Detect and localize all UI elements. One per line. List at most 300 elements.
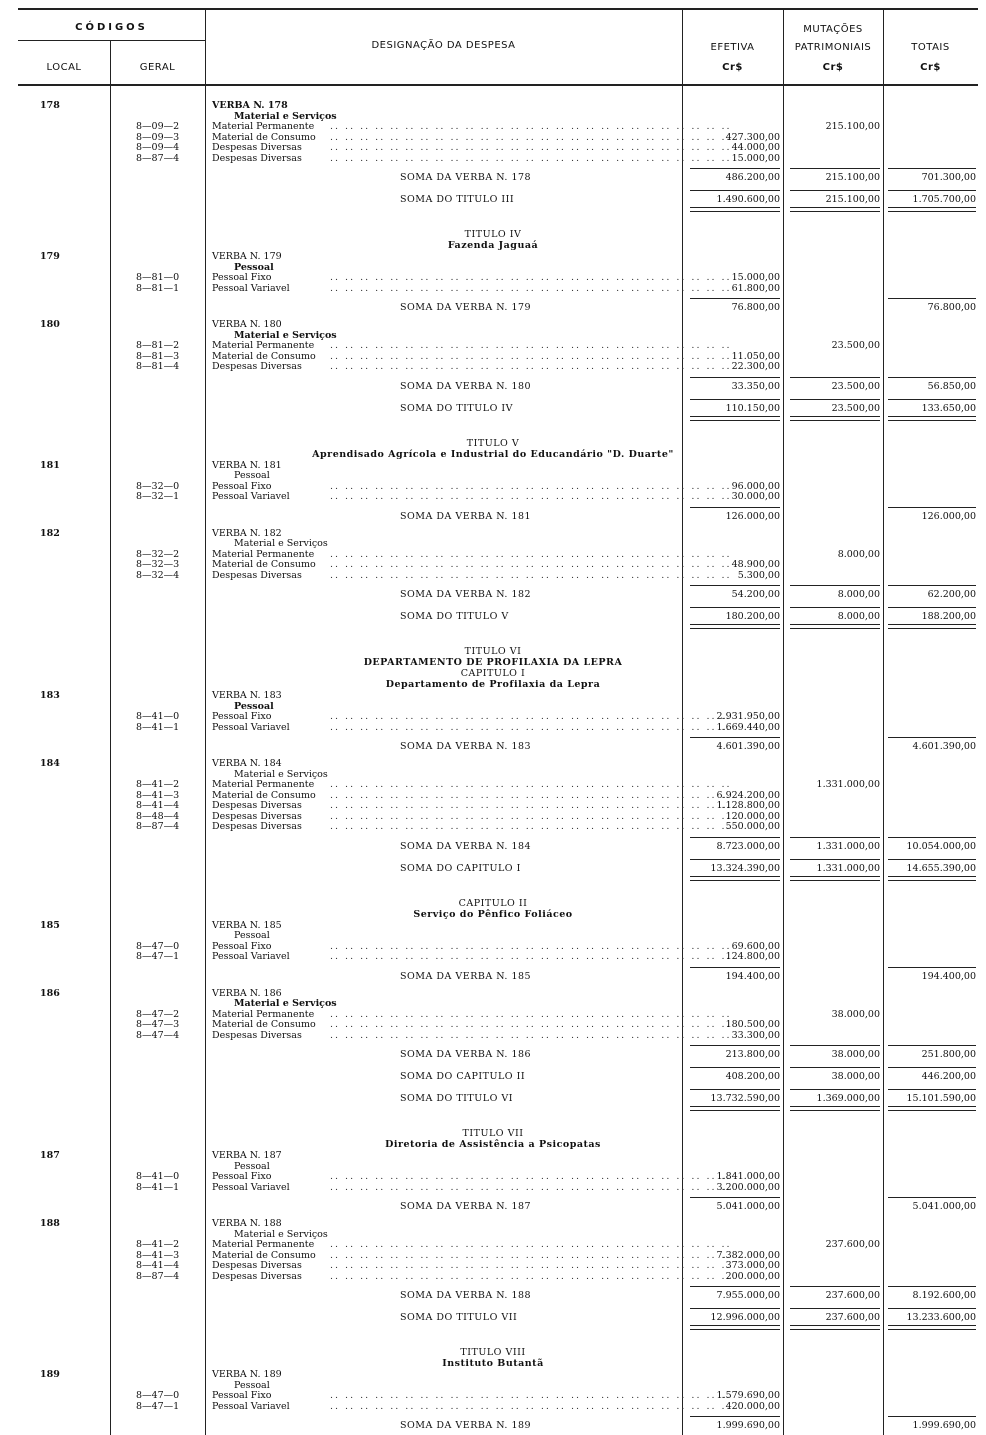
totais-value: 133.650,00 — [921, 402, 976, 414]
totais-rule — [888, 399, 976, 400]
expense-description: VERBA N. 180 — [212, 319, 282, 330]
dot-leader: .. .. .. .. .. .. .. .. .. .. .. .. .. .. .. .. .. .. .. .. .. .. .. .. .. .. .. — [330, 361, 732, 372]
dot-leader: .. .. .. .. .. .. .. .. .. .. .. .. .. .. .. .. .. .. .. .. .. .. .. .. .. .. .. — [330, 480, 732, 492]
geral-code: 8—41—4 — [136, 800, 180, 811]
dot-leader: .. .. .. .. .. .. .. .. .. .. .. .. .. .. .. .. .. .. .. .. .. .. .. .. .. .. .. — [330, 142, 732, 153]
table-row — [0, 1369, 986, 1380]
expense-description: Despesas Diversas — [212, 1260, 302, 1271]
expense-description: Pessoal — [234, 1160, 270, 1172]
total-label: SOMA DA VERBA N. 187 — [400, 1201, 532, 1212]
efetiva-value: 3.200.000,00 — [716, 1181, 780, 1193]
totais-rule — [888, 585, 976, 586]
mutacoes-double-rule — [790, 876, 880, 881]
total-row — [0, 1093, 986, 1104]
expense-description: Pessoal — [234, 470, 270, 481]
efetiva-value: 22.300,00 — [731, 361, 780, 372]
total-label: SOMA DA VERBA N. 179 — [400, 302, 532, 313]
total-row — [0, 194, 986, 205]
expense-description: Material e Serviços — [234, 1228, 328, 1240]
total-row — [0, 511, 986, 522]
mutacoes-rule — [790, 1067, 880, 1068]
total-row — [0, 1312, 986, 1323]
efetiva-value: 550.000,00 — [725, 821, 780, 832]
mutacoes-rule — [790, 1045, 880, 1046]
total-row — [0, 1201, 986, 1212]
section-title: Aprendisado Agrícola e Industrial do Educandário "D. Duarte" — [312, 448, 674, 460]
dot-leader: .. .. .. .. .. .. .. .. .. .. .. .. .. .. .. .. .. .. .. .. .. .. .. .. .. .. .. — [330, 1029, 732, 1041]
table-row — [0, 1401, 986, 1412]
totais-rule — [888, 837, 976, 838]
expense-description: Material e Serviços — [234, 110, 337, 122]
dot-leader: .. .. .. .. .. .. .. .. .. .. .. .. .. .. .. .. .. .. .. .. .. .. .. .. .. .. .. — [330, 350, 732, 362]
expense-description: Material Permanente — [212, 1008, 315, 1020]
expense-description: VERBA N. 182 — [212, 527, 282, 539]
totais-double-rule — [888, 1325, 976, 1330]
section-title-row — [0, 679, 986, 690]
dot-leader: .. .. .. .. .. .. .. .. .. .. .. .. .. .. .. .. .. .. .. .. .. .. .. .. .. .. .. — [330, 1008, 732, 1020]
efetiva-value: 30.000,00 — [731, 491, 780, 502]
dot-leader: .. .. .. .. .. .. .. .. .. .. .. .. .. .. .. .. .. .. .. .. .. .. .. .. .. .. .. — [330, 1260, 732, 1271]
efetiva-value: 194.400,00 — [725, 970, 780, 982]
table-row — [0, 283, 986, 294]
efetiva-rule — [690, 585, 780, 586]
efetiva-rule — [690, 190, 780, 191]
expense-description: VERBA N. 188 — [212, 1218, 282, 1229]
efetiva-value: 1.579.690,00 — [716, 1390, 780, 1401]
geral-code: 8—41—2 — [136, 779, 180, 790]
header-totais-currency: Cr$ — [920, 62, 941, 73]
local-code: 186 — [40, 987, 60, 999]
geral-code: 8—41—3 — [136, 789, 180, 801]
table-row — [0, 1030, 986, 1041]
totais-value: 194.400,00 — [921, 970, 976, 982]
total-label: SOMA DA VERBA N. 182 — [400, 589, 532, 600]
efetiva-value: 61.800,00 — [731, 282, 780, 294]
header-efetiva-currency: Cr$ — [722, 62, 743, 73]
mutacoes-value: 23.500,00 — [831, 402, 880, 414]
totais-value: 14.655.390,00 — [906, 862, 976, 874]
total-row — [0, 1049, 986, 1060]
totais-value: 10.054.000,00 — [906, 840, 976, 852]
total-label: SOMA DO TITULO VII — [400, 1312, 518, 1323]
efetiva-double-rule — [690, 876, 780, 881]
efetiva-double-rule — [690, 207, 780, 212]
table-row — [0, 1150, 986, 1161]
totais-double-rule — [888, 1106, 976, 1111]
table-row — [0, 549, 986, 560]
geral-code: 8—41—4 — [136, 1260, 180, 1271]
geral-code: 8—81—1 — [136, 282, 180, 294]
total-row — [0, 971, 986, 982]
total-row — [0, 1290, 986, 1301]
total-label: SOMA DA VERBA N. 183 — [400, 741, 532, 752]
geral-code: 8—81—3 — [136, 350, 180, 362]
expense-description: Material Permanente — [212, 1239, 315, 1250]
total-row — [0, 302, 986, 313]
dot-leader: .. .. .. .. .. .. .. .. .. .. .. .. .. .. .. .. .. .. .. .. .. .. .. .. .. .. .. — [330, 721, 732, 733]
table-row — [0, 481, 986, 492]
efetiva-value: 69.600,00 — [731, 940, 780, 952]
geral-code: 8—81—2 — [136, 340, 180, 351]
total-row — [0, 172, 986, 183]
table-row — [0, 361, 986, 372]
geral-code: 8—47—0 — [136, 940, 180, 952]
table-row — [0, 988, 986, 999]
table-row — [0, 951, 986, 962]
efetiva-value: 1.128.800,00 — [716, 800, 780, 811]
efetiva-rule — [690, 298, 780, 299]
total-row — [0, 403, 986, 414]
efetiva-value: 2.931.950,00 — [716, 711, 780, 722]
efetiva-value: 96.000,00 — [731, 480, 780, 492]
expense-description: Pessoal Fixo — [212, 1390, 272, 1401]
mutacoes-rule — [790, 1286, 880, 1287]
section-title-row — [0, 229, 986, 240]
geral-code: 8—41—3 — [136, 1249, 180, 1261]
efetiva-value: 1.999.690,00 — [716, 1420, 780, 1431]
total-label: SOMA DO TITULO III — [400, 194, 515, 205]
total-label: SOMA DA VERBA N. 180 — [400, 380, 532, 392]
section-title: Diretoria de Assistência a Psicopatas — [385, 1139, 601, 1150]
totais-value: 1.999.690,00 — [912, 1420, 976, 1431]
dot-leader: .. .. .. .. .. .. .. .. .. .. .. .. .. .. .. .. .. .. .. .. .. .. .. .. .. .. .. — [330, 121, 732, 132]
mutacoes-double-rule — [790, 207, 880, 212]
efetiva-double-rule — [690, 1106, 780, 1111]
totais-rule — [888, 190, 976, 191]
total-label: SOMA DA VERBA N. 188 — [400, 1290, 532, 1301]
table-row — [0, 1239, 986, 1250]
local-code: 182 — [40, 527, 60, 539]
efetiva-value: 15.000,00 — [731, 152, 780, 164]
table-row — [0, 1390, 986, 1401]
efetiva-rule — [690, 507, 780, 508]
table-row — [0, 111, 986, 122]
mutacoes-double-rule — [790, 416, 880, 421]
total-label: SOMA DO TITULO V — [400, 611, 509, 622]
expense-description: VERBA N. 181 — [212, 459, 282, 471]
dot-leader: .. .. .. .. .. .. .. .. .. .. .. .. .. .. .. .. .. .. .. .. .. .. .. .. .. .. .. — [330, 1181, 732, 1193]
expense-description: Despesas Diversas — [212, 569, 302, 581]
efetiva-value: 5.300,00 — [737, 569, 780, 581]
expense-description: Pessoal Variavel — [212, 1181, 290, 1193]
table-row — [0, 251, 986, 262]
section-title-row — [0, 449, 986, 460]
section-title: TITULO VI — [464, 646, 522, 657]
section-title: TITULO IV — [464, 229, 522, 240]
expense-description: VERBA N. 179 — [212, 251, 282, 262]
section-title-row — [0, 438, 986, 449]
efetiva-value: 180.500,00 — [725, 1019, 780, 1030]
efetiva-rule — [690, 1308, 780, 1309]
dot-leader: .. .. .. .. .. .. .. .. .. .. .. .. .. .. .. .. .. .. .. .. .. .. .. .. .. .. .. — [330, 548, 732, 560]
dot-leader: .. .. .. .. .. .. .. .. .. .. .. .. .. .. .. .. .. .. .. .. .. .. .. .. .. .. .. — [330, 559, 732, 570]
expense-description: Despesas Diversas — [212, 361, 302, 372]
section-title: Instituto Butantã — [442, 1358, 544, 1369]
table-row — [0, 1229, 986, 1240]
expense-description: VERBA N. 183 — [212, 690, 282, 701]
totais-value: 5.041.000,00 — [912, 1201, 976, 1212]
mutacoes-value: 1.331.000,00 — [816, 862, 880, 874]
total-label: SOMA DA VERBA N. 178 — [400, 172, 532, 183]
dot-leader: .. .. .. .. .. .. .. .. .. .. .. .. .. .. .. .. .. .. .. .. .. .. .. .. .. .. .. — [330, 282, 732, 294]
efetiva-value: 11.050,00 — [731, 350, 780, 362]
dot-leader: .. .. .. .. .. .. .. .. .. .. .. .. .. .. .. .. .. .. .. .. .. .. .. .. .. .. .. — [330, 152, 732, 164]
table-row — [0, 570, 986, 581]
table-row — [0, 941, 986, 952]
table-row — [0, 1161, 986, 1172]
efetiva-value: 124.800,00 — [725, 951, 780, 962]
table-row — [0, 340, 986, 351]
table-row — [0, 711, 986, 722]
section-title: DEPARTAMENTO DE PROFILAXIA DA LEPRA — [363, 657, 623, 668]
dot-leader: .. .. .. .. .. .. .. .. .. .. .. .. .. .. .. .. .. .. .. .. .. .. .. .. .. .. .. — [330, 1400, 732, 1412]
totais-rule — [888, 859, 976, 860]
header-codigos: CÓDIGOS — [75, 22, 148, 33]
dot-leader: .. .. .. .. .. .. .. .. .. .. .. .. .. .. .. .. .. .. .. .. .. .. .. .. .. .. .. — [330, 491, 732, 502]
efetiva-value: 54.200,00 — [731, 589, 780, 600]
table-row — [0, 470, 986, 481]
totais-value: 188.200,00 — [921, 611, 976, 622]
section-title: CAPITULO II — [458, 897, 528, 909]
expense-description: Pessoal Fixo — [212, 711, 272, 722]
geral-code: 8—47—4 — [136, 1029, 180, 1041]
section-title: Fazenda Jaguaá — [447, 240, 539, 251]
geral-code: 8—41—0 — [136, 711, 180, 722]
efetiva-value: 33.300,00 — [731, 1029, 780, 1041]
codigos-rule — [18, 40, 205, 41]
dot-leader: .. .. .. .. .. .. .. .. .. .. .. .. .. .. .. .. .. .. .. .. .. .. .. .. .. .. .. — [330, 1390, 732, 1401]
section-title: TITULO VII — [462, 1128, 524, 1139]
efetiva-value: 13.324.390,00 — [710, 862, 780, 874]
expense-description: Pessoal — [234, 261, 274, 273]
efetiva-value: 7.382.000,00 — [716, 1249, 780, 1261]
header-patrimoniais: PATRIMONIAIS — [794, 42, 872, 53]
totais-double-rule — [888, 207, 976, 212]
dot-leader: .. .. .. .. .. .. .. .. .. .. .. .. .. .. .. .. .. .. .. .. .. .. .. .. .. .. .. — [330, 789, 732, 801]
section-title-row — [0, 657, 986, 668]
totais-value: 62.200,00 — [927, 589, 976, 600]
mutacoes-rule — [790, 859, 880, 860]
efetiva-value: 427.300,00 — [725, 131, 780, 143]
dot-leader: .. .. .. .. .. .. .. .. .. .. .. .. .. .. .. .. .. .. .. .. .. .. .. .. .. .. .. — [330, 1239, 732, 1250]
table-row — [0, 538, 986, 549]
efetiva-rule — [690, 1089, 780, 1090]
geral-code: 8—41—1 — [136, 721, 180, 733]
geral-code: 8—47—1 — [136, 1400, 180, 1412]
totais-rule — [888, 1045, 976, 1046]
table-row — [0, 790, 986, 801]
table-row — [0, 758, 986, 769]
totais-value: 13.233.600,00 — [906, 1312, 976, 1323]
expense-description: Pessoal — [234, 930, 270, 941]
table-row — [0, 800, 986, 811]
local-code: 185 — [40, 919, 60, 931]
totais-value: 15.101.590,00 — [906, 1093, 976, 1104]
table-row — [0, 1380, 986, 1391]
table-row — [0, 1271, 986, 1282]
local-code: 187 — [40, 1150, 60, 1161]
geral-code: 8—32—3 — [136, 559, 180, 570]
geral-code: 8—81—0 — [136, 272, 180, 283]
table-row — [0, 262, 986, 273]
geral-code: 8—87—4 — [136, 821, 180, 832]
efetiva-value: 1.669.440,00 — [716, 721, 780, 733]
efetiva-rule — [690, 859, 780, 860]
mutacoes-value: 1.331.000,00 — [816, 840, 880, 852]
header-efetiva: EFETIVA — [710, 42, 755, 53]
expense-description: VERBA N. 189 — [212, 1369, 282, 1380]
mutacoes-double-rule — [790, 1106, 880, 1111]
efetiva-value: 486.200,00 — [725, 172, 780, 183]
efetiva-rule — [690, 837, 780, 838]
mutacoes-rule — [790, 585, 880, 586]
section-title: Serviço do Pênfico Foliáceo — [413, 908, 573, 920]
section-title-row — [0, 1347, 986, 1358]
geral-code: 8—41—1 — [136, 1181, 180, 1193]
mutacoes-value: 8.000,00 — [837, 548, 880, 560]
totais-value: 8.192.600,00 — [912, 1290, 976, 1301]
dot-leader: .. .. .. .. .. .. .. .. .. .. .. .. .. .. .. .. .. .. .. .. .. .. .. .. .. .. .. — [330, 711, 732, 722]
mutacoes-double-rule — [790, 624, 880, 629]
table-row — [0, 121, 986, 132]
geral-code: 8—41—2 — [136, 1239, 180, 1250]
totais-rule — [888, 1416, 976, 1417]
mutacoes-value: 8.000,00 — [837, 611, 880, 622]
geral-code: 8—32—0 — [136, 480, 180, 492]
expense-description: Material Permanente — [212, 779, 315, 790]
efetiva-rule — [690, 1416, 780, 1417]
header-top-rule — [18, 8, 978, 10]
totais-rule — [888, 607, 976, 608]
mutacoes-double-rule — [790, 1325, 880, 1330]
table-row — [0, 491, 986, 502]
total-row — [0, 741, 986, 752]
efetiva-value: 420.000,00 — [725, 1400, 780, 1412]
header-local: LOCAL — [46, 62, 82, 73]
section-title-row — [0, 1139, 986, 1150]
table-row — [0, 272, 986, 283]
header-geral: GERAL — [139, 62, 176, 73]
total-label: SOMA DO CAPITULO I — [400, 862, 521, 874]
expense-description: Pessoal Variavel — [212, 951, 290, 962]
efetiva-rule — [690, 607, 780, 608]
geral-code: 8—32—1 — [136, 491, 180, 502]
local-code: 188 — [40, 1218, 60, 1229]
table-row — [0, 100, 986, 111]
table-row — [0, 722, 986, 733]
total-label: SOMA DA VERBA N. 184 — [400, 840, 532, 852]
efetiva-value: 180.200,00 — [725, 611, 780, 622]
header-bottom-rule — [18, 84, 978, 86]
efetiva-value: 408.200,00 — [725, 1071, 780, 1082]
efetiva-double-rule — [690, 416, 780, 421]
totais-value: 126.000,00 — [921, 510, 976, 522]
mutacoes-value: 215.100,00 — [825, 194, 880, 205]
geral-code: 8—87—4 — [136, 152, 180, 164]
expense-description: Pessoal Fixo — [212, 1171, 272, 1182]
total-row — [0, 863, 986, 874]
expense-description: Pessoal Variavel — [212, 282, 290, 294]
header-mutacoes-currency: Cr$ — [822, 62, 844, 73]
expense-description: Material Permanente — [212, 121, 315, 132]
expense-description: Material de Consumo — [212, 1019, 316, 1030]
totais-double-rule — [888, 876, 976, 881]
total-label: SOMA DO CAPITULO II — [400, 1071, 526, 1082]
efetiva-value: 4.601.390,00 — [716, 741, 780, 752]
totais-value: 251.800,00 — [921, 1049, 976, 1060]
totais-value: 56.850,00 — [927, 380, 976, 392]
dot-leader: .. .. .. .. .. .. .. .. .. .. .. .. .. .. .. .. .. .. .. .. .. .. .. .. .. .. .. — [330, 810, 732, 822]
expense-description: VERBA N. 187 — [212, 1150, 282, 1161]
table-row — [0, 1019, 986, 1030]
dot-leader: .. .. .. .. .. .. .. .. .. .. .. .. .. .. .. .. .. .. .. .. .. .. .. .. .. .. .. — [330, 800, 732, 811]
table-row — [0, 769, 986, 780]
table-row — [0, 998, 986, 1009]
totais-rule — [888, 1308, 976, 1309]
efetiva-value: 13.732.590,00 — [710, 1093, 780, 1104]
efetiva-rule — [690, 399, 780, 400]
section-title-row — [0, 898, 986, 909]
total-row — [0, 1420, 986, 1431]
table-row — [0, 319, 986, 330]
mutacoes-value: 1.331.000,00 — [816, 779, 880, 790]
efetiva-value: 8.723.000,00 — [716, 840, 780, 852]
mutacoes-value: 1.369.000,00 — [816, 1093, 880, 1104]
efetiva-rule — [690, 967, 780, 968]
efetiva-rule — [690, 1286, 780, 1287]
totais-rule — [888, 377, 976, 378]
section-title-row — [0, 1128, 986, 1139]
local-code: 189 — [40, 1369, 60, 1380]
efetiva-value: 44.000,00 — [731, 142, 780, 153]
mutacoes-value: 237.600,00 — [825, 1312, 880, 1323]
efetiva-value: 5.041.000,00 — [716, 1201, 780, 1212]
expense-description: Pessoal — [234, 1379, 270, 1391]
dot-leader: .. .. .. .. .. .. .. .. .. .. .. .. .. .. .. .. .. .. .. .. .. .. .. .. .. .. .. — [330, 569, 732, 581]
totais-double-rule — [888, 624, 976, 629]
section-title-row — [0, 909, 986, 920]
total-label: SOMA DA VERBA N. 186 — [400, 1049, 532, 1060]
total-label: SOMA DA VERBA N. 185 — [400, 970, 532, 982]
efetiva-value: 33.350,00 — [731, 380, 780, 392]
mutacoes-rule — [790, 607, 880, 608]
local-code: 183 — [40, 690, 60, 701]
expense-description: Pessoal Fixo — [212, 940, 272, 952]
expense-description: Material Permanente — [212, 548, 315, 560]
geral-code: 8—09—4 — [136, 142, 180, 153]
geral-code: 8—87—4 — [136, 1270, 180, 1282]
dot-leader: .. .. .. .. .. .. .. .. .. .. .. .. .. .. .. .. .. .. .. .. .. .. .. .. .. .. .. — [330, 821, 732, 832]
local-code: 179 — [40, 251, 60, 262]
mutacoes-rule — [790, 1089, 880, 1090]
total-label: SOMA DO TITULO VI — [400, 1093, 513, 1104]
table-row — [0, 153, 986, 164]
table-row — [0, 1171, 986, 1182]
dot-leader: .. .. .. .. .. .. .. .. .. .. .. .. .. .. .. .. .. .. .. .. .. .. .. .. .. .. .. — [330, 1171, 732, 1182]
geral-code: 8—47—2 — [136, 1008, 180, 1020]
table-row — [0, 779, 986, 790]
dot-leader: .. .. .. .. .. .. .. .. .. .. .. .. .. .. .. .. .. .. .. .. .. .. .. .. .. .. .. — [330, 272, 732, 283]
expense-description: Pessoal Variavel — [212, 491, 290, 502]
expense-description: Material de Consumo — [212, 131, 316, 143]
efetiva-value: 76.800,00 — [731, 302, 780, 313]
local-code: 184 — [40, 758, 60, 769]
total-row — [0, 611, 986, 622]
expense-description: Material de Consumo — [212, 559, 316, 570]
efetiva-value: 373.000,00 — [725, 1260, 780, 1271]
table-row — [0, 351, 986, 362]
efetiva-value: 12.996.000,00 — [710, 1312, 780, 1323]
